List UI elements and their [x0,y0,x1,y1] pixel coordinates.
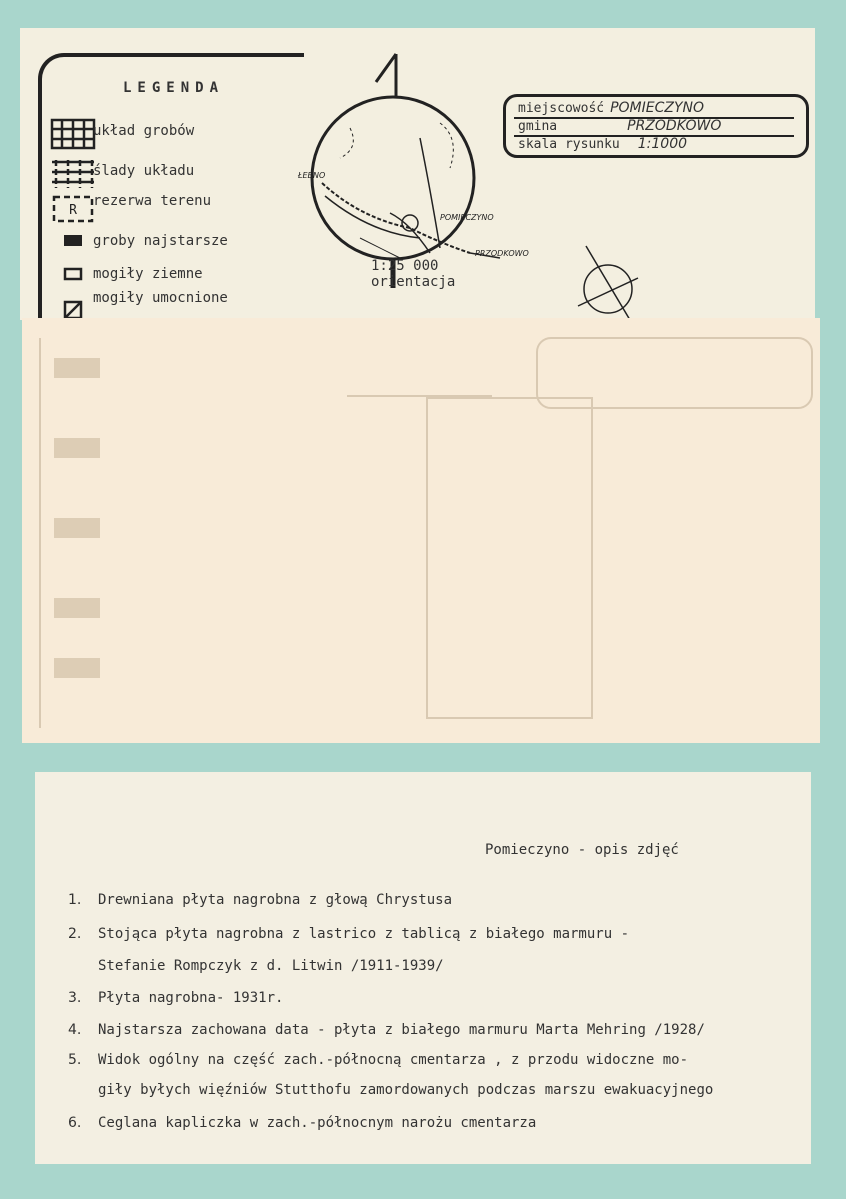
reserve-mark: R [69,203,77,218]
grid-pattern-icon [50,118,96,150]
legend-label: układ grobów [93,123,195,139]
legend-item-land-reserve [50,193,96,225]
legend-label: mogiły umocnione [93,290,228,306]
faded-plan-drawing [22,318,820,743]
legend-label: ślady układu [93,163,195,179]
locality-line [518,100,704,116]
broken-grid-icon [50,158,96,190]
place-pomieczyno: POMIECZYNO [440,213,494,222]
description-item: 4. Najstarsza zachowana data - płyta z białego marmuru Marta Mehring /1928/ [68,1022,705,1038]
filled-rectangle-icon [50,225,96,257]
description-item: 6. Ceglana kapliczka w zach.-północnym narożu cmentarza [68,1115,537,1131]
drawing-scale-label: skala rysunku [518,137,620,152]
legend-item-oldest-graves [50,225,96,257]
place-przodkowo: PRZODKOWO [475,249,529,258]
location-info-box [503,94,809,158]
commune-label: gmina [518,119,558,134]
commune-value: PRZODKOWO [627,118,722,134]
description-item: 2. Stojąca płyta nagrobna z lastrico z tablicą z białego marmuru - [68,926,630,942]
map-legend-sheet [20,28,815,320]
description-item-continuation: giły byłych więźniów Stutthofu zamordowanych podczas marszu ewakuacyjnego [98,1082,714,1098]
legend-label: groby najstarsze [93,233,228,249]
faded-overlay-sheet [22,318,820,743]
description-item: 5. Widok ogólny na część zach.-północną cmentarza , z przodu widoczne mo- [68,1052,689,1068]
description-item: 3. Płyta nagrobna- 1931r. [68,990,284,1006]
compass-icon [572,244,642,320]
legend-label: mogiły ziemne [93,266,203,282]
orientation-label: orientacja [371,274,456,290]
legend-label: rezerwa terenu [93,193,212,209]
legend-title: LEGENDA [123,80,225,96]
scale-line [518,136,687,152]
locality-label: miejscowość [518,101,605,116]
orientation-map [270,48,560,288]
dashed-reserve-icon [50,193,96,225]
description-item: 1. Drewniana płyta nagrobna z głową Chrystusa [68,892,453,908]
drawing-scale-value: 1:1000 [637,136,688,152]
locality-value: POMIECZYNO [610,100,705,116]
empty-rectangle-icon [50,258,96,290]
description-item-continuation: Stefanie Rompczyk z d. Litwin /1911-1939/ [98,958,444,974]
legend-item-layout-traces [50,158,96,190]
map-scale: 1:25 000 [371,258,439,274]
place-lebno: ŁEBNO [298,171,326,180]
description-title: Pomieczyno - opis zdjęć [485,842,679,858]
legend-item-grave-layout [50,118,96,150]
commune-line [518,118,721,134]
legend-item-earth-graves [50,258,96,290]
photo-description-sheet [35,772,811,1164]
